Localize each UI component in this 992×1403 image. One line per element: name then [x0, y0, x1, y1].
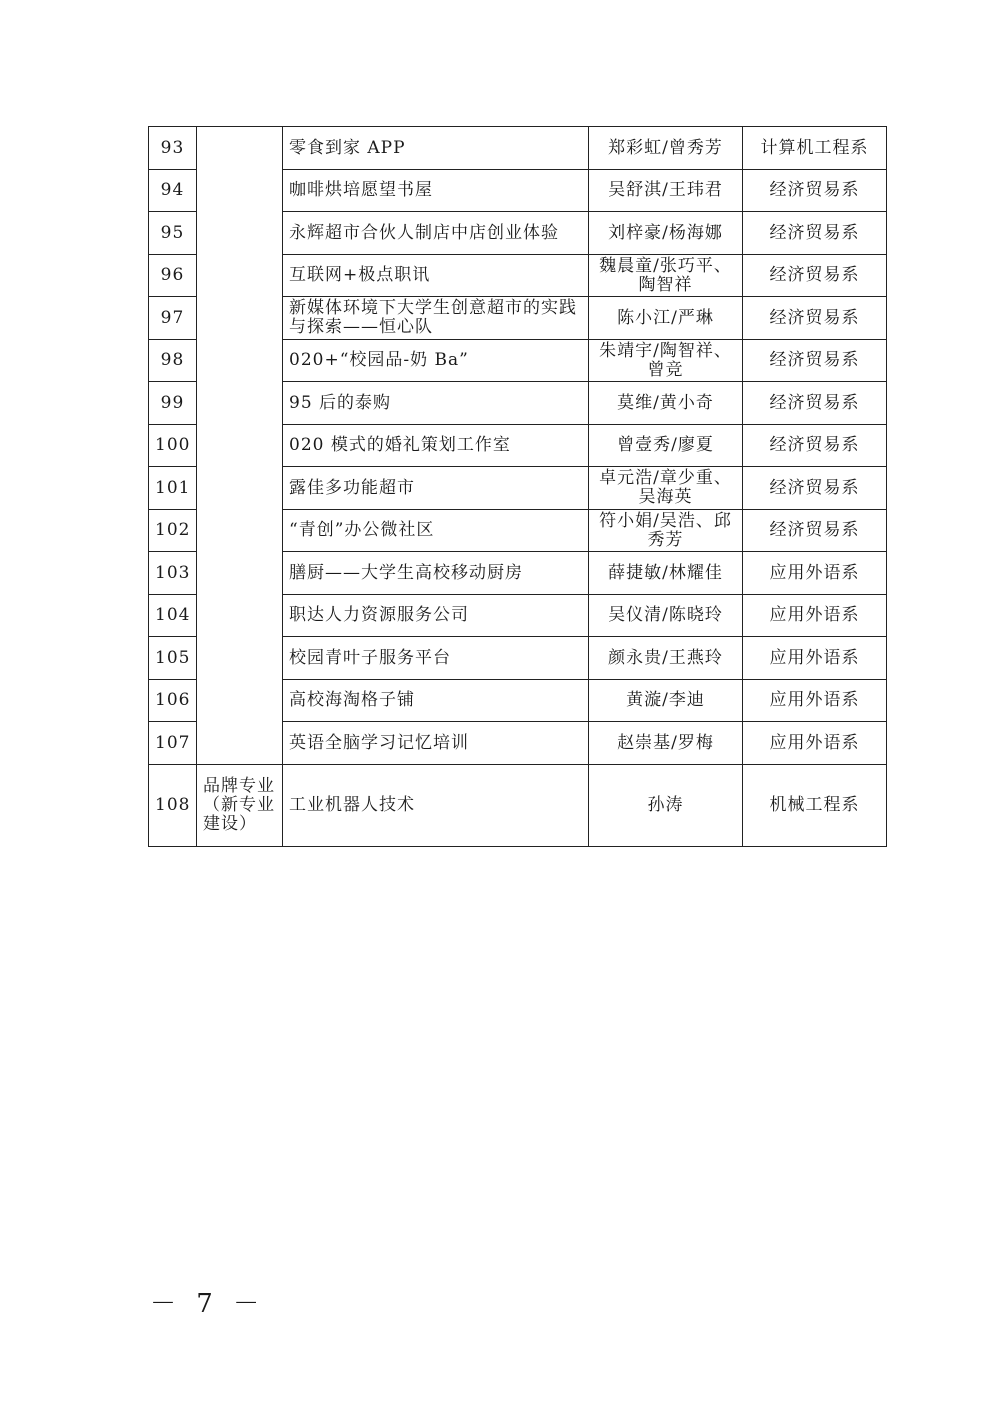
- leader-names: 吴舒淇/王玮君: [589, 170, 743, 212]
- table-row: [149, 127, 887, 170]
- leader-names: 吴仪清/陈晓玲: [589, 595, 743, 637]
- leader-names: 孙涛: [589, 765, 743, 847]
- row-number: 95: [149, 212, 197, 255]
- leader-names: 赵崇基/罗梅: [589, 722, 743, 765]
- row-number: 101: [149, 467, 197, 510]
- leader-names: 魏晨童/张巧平、陶智祥: [589, 255, 743, 297]
- project-name: 工业机器人技术: [283, 765, 589, 847]
- project-name: 永辉超市合伙人制店中店创业体验: [283, 212, 589, 255]
- leader-names: 卓元浩/章少重、吴海英: [589, 467, 743, 510]
- project-name: 露佳多功能超市: [283, 467, 589, 510]
- department: 经济贸易系: [743, 340, 887, 382]
- leader-names: 黄漩/李迪: [589, 680, 743, 722]
- department: 计算机工程系: [743, 127, 887, 170]
- leader-names: 朱靖宇/陶智祥、曾竞: [589, 340, 743, 382]
- leader-names: 曾壹秀/廖夏: [589, 425, 743, 467]
- department: 经济贸易系: [743, 467, 887, 510]
- department: 经济贸易系: [743, 297, 887, 340]
- project-name: 020+“校园品-奶 Ba”: [283, 340, 589, 382]
- department: 经济贸易系: [743, 425, 887, 467]
- project-name: 膳厨——大学生高校移动厨房: [283, 552, 589, 595]
- leader-names: 陈小江/严琳: [589, 297, 743, 340]
- department: 经济贸易系: [743, 255, 887, 297]
- leader-names: 刘梓豪/杨海娜: [589, 212, 743, 255]
- row-number: 106: [149, 680, 197, 722]
- row-number: 103: [149, 552, 197, 595]
- project-name: “青创”办公微社区: [283, 510, 589, 552]
- leader-names: 莫维/黄小奇: [589, 382, 743, 425]
- department: 应用外语系: [743, 595, 887, 637]
- project-table: [148, 126, 887, 847]
- project-name: 020 模式的婚礼策划工作室: [283, 425, 589, 467]
- row-number: 105: [149, 637, 197, 680]
- row-number: 108: [149, 765, 197, 847]
- row-number: 93: [149, 127, 197, 170]
- category-cell-empty: [197, 127, 283, 765]
- department: 经济贸易系: [743, 170, 887, 212]
- leader-names: 符小娟/吴浩、邱秀芳: [589, 510, 743, 552]
- row-number: 99: [149, 382, 197, 425]
- project-name: 高校海淘格子铺: [283, 680, 589, 722]
- row-number: 100: [149, 425, 197, 467]
- leader-names: 薛捷敏/林耀佳: [589, 552, 743, 595]
- department: 机械工程系: [743, 765, 887, 847]
- project-name: 互联网+极点职讯: [283, 255, 589, 297]
- row-number: 98: [149, 340, 197, 382]
- row-number: 107: [149, 722, 197, 765]
- project-name: 新媒体环境下大学生创意超市的实践与探索——恒心队: [283, 297, 589, 340]
- department: 经济贸易系: [743, 382, 887, 425]
- project-name: 95 后的泰购: [283, 382, 589, 425]
- table-row: [149, 765, 887, 847]
- department: 应用外语系: [743, 680, 887, 722]
- row-number: 94: [149, 170, 197, 212]
- department: 经济贸易系: [743, 510, 887, 552]
- department: 应用外语系: [743, 552, 887, 595]
- leader-names: 颜永贵/王燕玲: [589, 637, 743, 680]
- page-number: － 7 －: [150, 1289, 266, 1319]
- row-number: 97: [149, 297, 197, 340]
- category-label: 品牌专业（新专业建设）: [197, 765, 283, 847]
- project-name: 零食到家 APP: [283, 127, 589, 170]
- project-name: 英语全脑学习记忆培训: [283, 722, 589, 765]
- department: 应用外语系: [743, 722, 887, 765]
- project-name: 职达人力资源服务公司: [283, 595, 589, 637]
- row-number: 102: [149, 510, 197, 552]
- project-name: 咖啡烘培愿望书屋: [283, 170, 589, 212]
- department: 经济贸易系: [743, 212, 887, 255]
- department: 应用外语系: [743, 637, 887, 680]
- project-name: 校园青叶子服务平台: [283, 637, 589, 680]
- row-number: 104: [149, 595, 197, 637]
- row-number: 96: [149, 255, 197, 297]
- leader-names: 郑彩虹/曾秀芳: [589, 127, 743, 170]
